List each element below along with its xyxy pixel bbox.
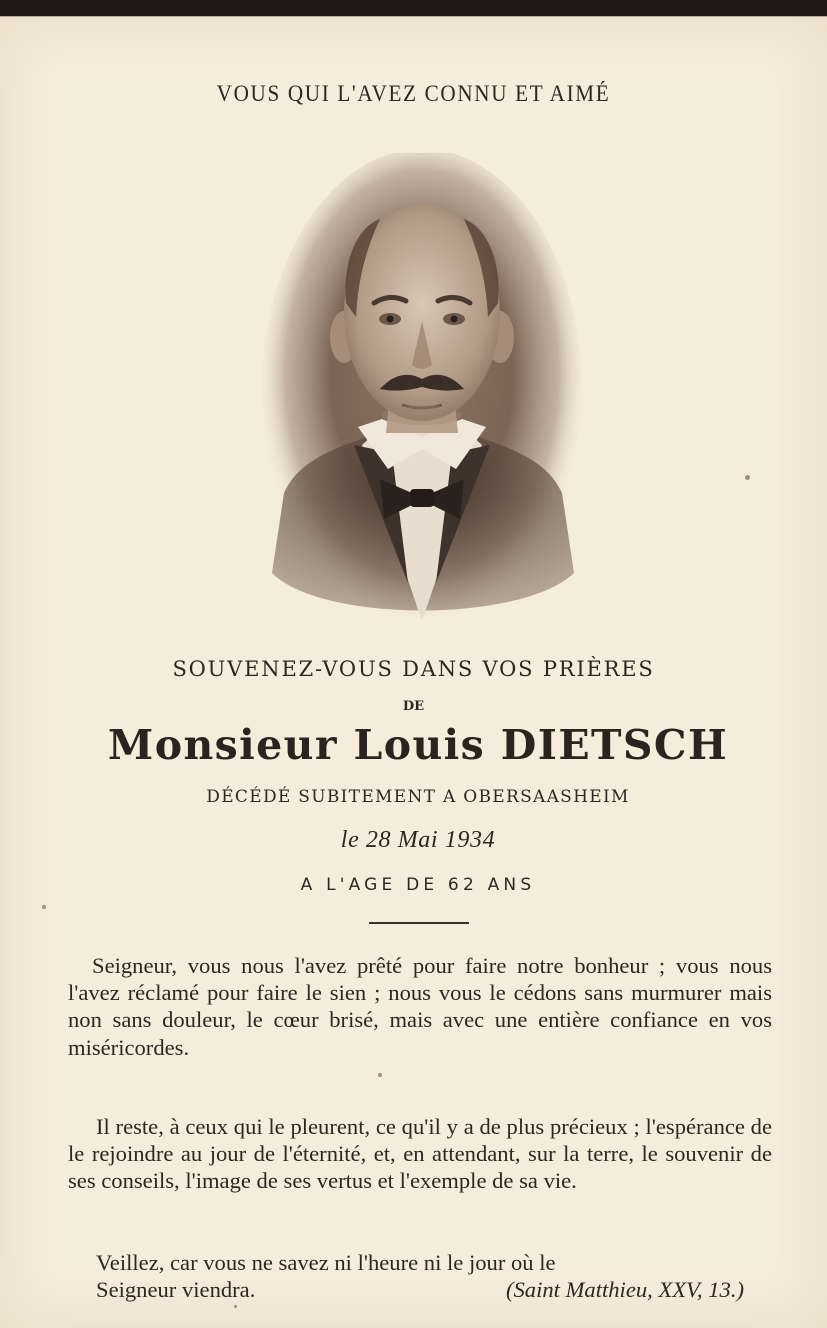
portrait-vignette-icon <box>262 153 582 641</box>
prayer-paragraph-3 <box>68 1249 772 1303</box>
memorial-card <box>0 16 827 1328</box>
paper-spot <box>234 1305 237 1308</box>
paper-spot <box>745 475 750 480</box>
card-top-edge <box>0 0 827 16</box>
paper-spot <box>42 905 46 909</box>
divider-rule <box>369 922 469 924</box>
death-date: le 28 Mai 1934 <box>340 827 496 853</box>
remember-in-prayers-line: SOUVENEZ-VOUS DANS VOS PRIÈRES <box>172 657 655 681</box>
of-line: DE <box>402 699 425 714</box>
paper-spot <box>378 1073 382 1077</box>
card-header-dedication: VOUS QUI L'AVEZ CONNU ET AIMÉ <box>216 81 611 106</box>
paragraph-3-line-1: Veillez, car vous ne savez ni l'heure ni le jour où le <box>96 1250 556 1275</box>
paragraph-3-line-2-text: Seigneur viendra. <box>96 1277 256 1303</box>
death-place-line: DÉCÉDÉ SUBITEMENT A OBERSAASHEIM <box>206 787 630 807</box>
age-line: A L'AGE DE 62 ANS <box>300 875 536 895</box>
deceased-name: Monsieur Louis DIETSCH <box>107 721 729 769</box>
paragraph-3-line-2 <box>68 1276 744 1303</box>
portrait-photo <box>262 153 582 641</box>
bible-citation: (Saint Matthieu, XXV, 13.) <box>505 1277 744 1303</box>
prayer-paragraph-2: Il reste, à ceux qui le pleurent, ce qu'il y a de plus précieux ; l'espérance de le rejoindre au jour de l'éternité, et, en attendant, sur la terre, le souvenir de ses conseils, l'image de ses vertus et l'exemple de sa vie. <box>68 1114 772 1194</box>
prayer-paragraph-1: Seigneur, vous nous l'avez prêté pour faire notre bonheur ; vous nous l'avez réclamé pour faire le sien ; nous vous le cédons sans murmurer mais non sans douleur, le cœur brisé, mais avec une entière confiance en vos miséricordes. <box>68 953 772 1060</box>
